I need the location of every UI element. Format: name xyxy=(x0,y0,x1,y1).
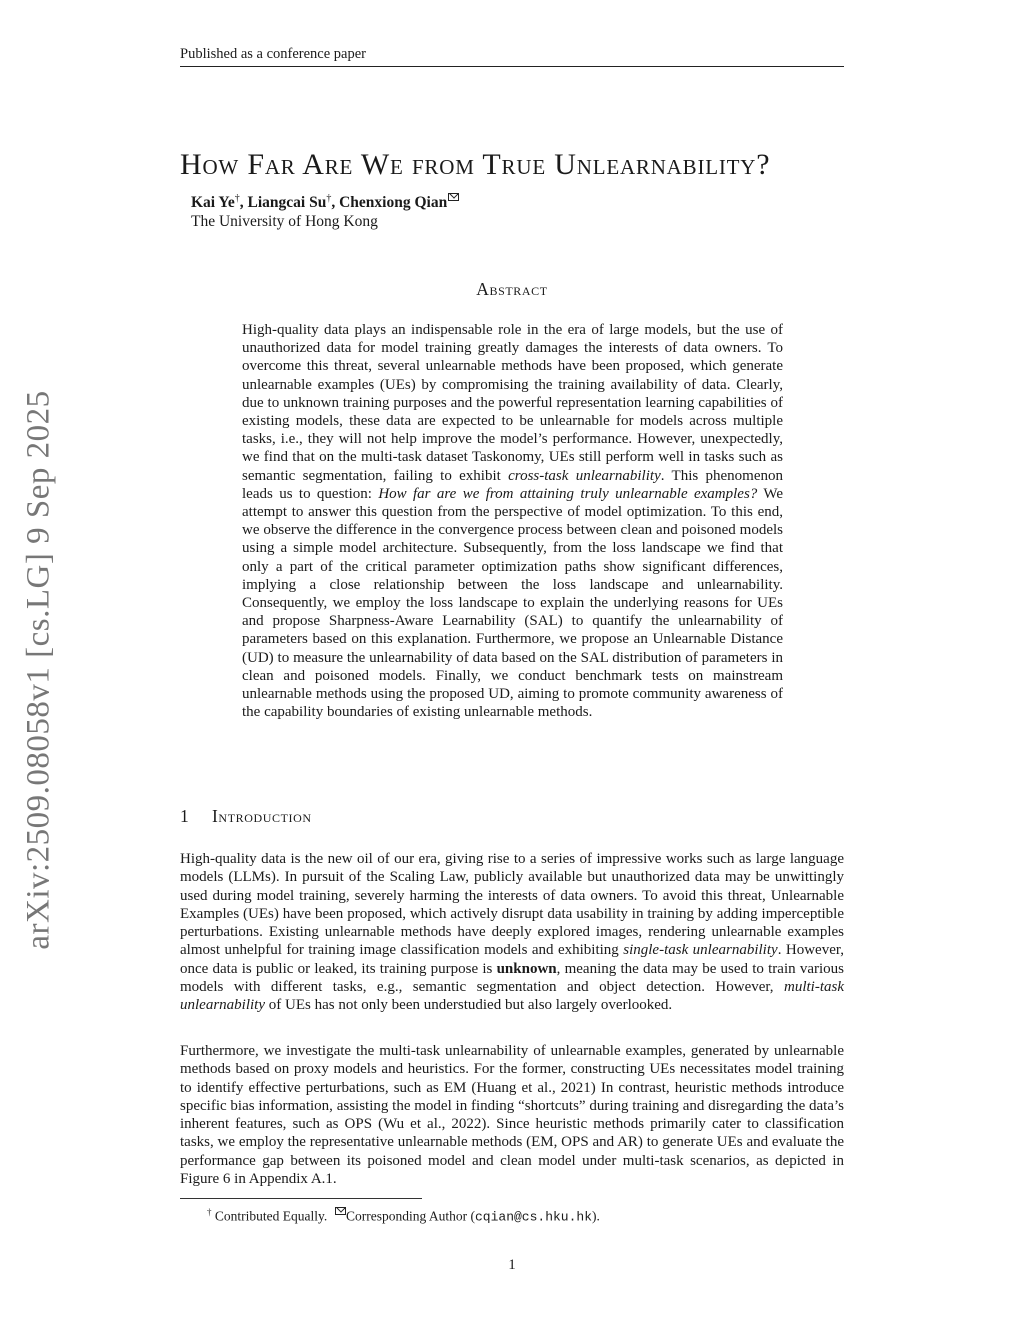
author-name: Liangcai Su xyxy=(247,194,327,212)
abstract-text: . This phenomenon leads us to question: xyxy=(242,467,784,502)
paragraph-emphasis: multi-task unlearnability xyxy=(180,979,844,1014)
abstract-body xyxy=(242,321,783,721)
running-header: Published as a conference paper xyxy=(180,46,844,67)
paper-title: How Far Are We from True Unlearnability? xyxy=(180,148,771,182)
paragraph-text: , meaning the data may be used to train various models with different tasks, e.g., semantic segmentation and object detection. However, xyxy=(180,960,844,996)
arxiv-id-text: arXiv:2509.08058v1 [cs.LG] 9 Sep 2025 xyxy=(20,390,57,950)
paragraph-text: of UEs has not only been understudied but also largely overlooked. xyxy=(265,997,673,1014)
abstract-text: We attempt to answer this question from the perspective of model optimization. To this end, we observe the difference in the convergence process between clean and poisoned models using a simple model architecture. Subsequently, from the loss landscape we find that only a part of the critical parameter optimization paths show significant differences, implying a close relationship between the loss landscape and unlearnability. Consequently, we employ the loss landscape to explain the underlying reasons for UEs and propose Sharpness-Aware Learnability (SAL) to quantify the unlearnability of parameters based on this explanation. Furthermore, we propose an Unlearnable Distance (UD) to measure the unlearnability of data based on the SAL distribution of parameters in clean and poisoned models. Finally, we conduct benchmark tests on mainstream unlearnable methods using the proposed UD, aiming to promote community awareness of the capability boundaries of existing unlearnable methods. xyxy=(242,485,784,721)
section-title: Introduction xyxy=(212,806,312,826)
equal-contribution-mark: † xyxy=(234,193,240,204)
author-separator: , xyxy=(239,194,248,212)
author-name: Chenxiong Qian xyxy=(339,194,448,212)
footnote xyxy=(207,1207,600,1225)
author-separator: , xyxy=(331,194,340,212)
paragraph-text: Furthermore, we investigate the multi-task unlearnability of unlearnable examples, generated by unlearnable methods based on proxy models and heuristics. For the former, constructing UEs necessitates model training to identify effective perturbations, such as EM (Huang et al., 2021) In contrast, heuristic methods introduce specific bias information, assisting the model in finding “shortcuts” during training and disregarding the data’s inherent features, such as OPS (Wu et al., 2022). Since heuristic methods primarily cater to classification tasks, we employ the representative unlearnable methods (EM, OPS and AR) to generate UEs and evaluate the performance gap between its poisoned model and clean model under multi-task scenarios, as depicted in Figure 6 in Appendix A.1. xyxy=(180,1043,844,1188)
footnote-closing: ). xyxy=(592,1208,600,1224)
corresponding-email[interactable]: cqian@cs.hku.hk xyxy=(474,1209,593,1225)
intro-paragraph-2 xyxy=(180,1042,844,1188)
footnote-equal-contribution: Contributed Equally. xyxy=(214,1208,328,1224)
envelope-icon xyxy=(335,1207,346,1215)
abstract-text: High-quality data plays an indispensable role in the era of large models, but the use of unauthorized data for model training greatly damages the interests of data owners. To overcome this threat, several unlearnable methods have been proposed, which generate unlearnable examples (UEs) by compromising the training availability of data. Clearly, due to unknown training purposes and the powerful representation learning capabilities of existing models, these data are expected to be unlearnable for models across multiple tasks, i.e., they will not help improve the model’s performance. However, unexpectedly, we find that on the multi-task dataset Taskonomy, UEs still perform well in tasks such as semantic segmentation, failing to exhibit xyxy=(242,322,783,484)
paragraph-bold: unknown xyxy=(496,960,557,977)
footnote-corresponding-label: Corresponding Author ( xyxy=(345,1208,475,1224)
arxiv-stamp xyxy=(6,380,72,960)
abstract-question: How far are we from attaining truly unlearnable examples? xyxy=(378,485,758,502)
envelope-icon xyxy=(448,193,459,201)
paragraph-text: High-quality data is the new oil of our era, giving rise to a series of impressive works such as large language models (LLMs). In pursuit of the Scaling Law, publicly available but unauthorized data may be unwittingly used during model training, severely harming the interests of data owners. To avoid this threat, Unlearnable Examples (UEs) have been proposed, which actively disrupt data usability in training by adding imperceptible perturbations. Existing unlearnable methods have deeply explored images, rendering unlearnable examples almost unhelpful for training image classification models and exhibiting xyxy=(180,851,844,959)
section-number: 1 xyxy=(180,806,190,826)
author-name: Kai Ye xyxy=(191,194,235,212)
footnote-mark: † xyxy=(207,1207,212,1217)
abstract-heading: Abstract xyxy=(476,279,548,299)
author-list xyxy=(191,193,459,212)
paragraph-emphasis: single-task unlearnability xyxy=(623,942,778,959)
footnote-divider xyxy=(180,1198,422,1199)
section-heading-introduction xyxy=(180,806,312,827)
intro-paragraph-1 xyxy=(180,850,844,1015)
page-number: 1 xyxy=(508,1257,516,1273)
abstract-emphasis: cross-task unlearnability xyxy=(508,467,661,484)
equal-contribution-mark: † xyxy=(326,193,332,204)
affiliation: The University of Hong Kong xyxy=(191,213,378,230)
paragraph-text: . However, once data is public or leaked, its training purpose is xyxy=(180,942,845,977)
